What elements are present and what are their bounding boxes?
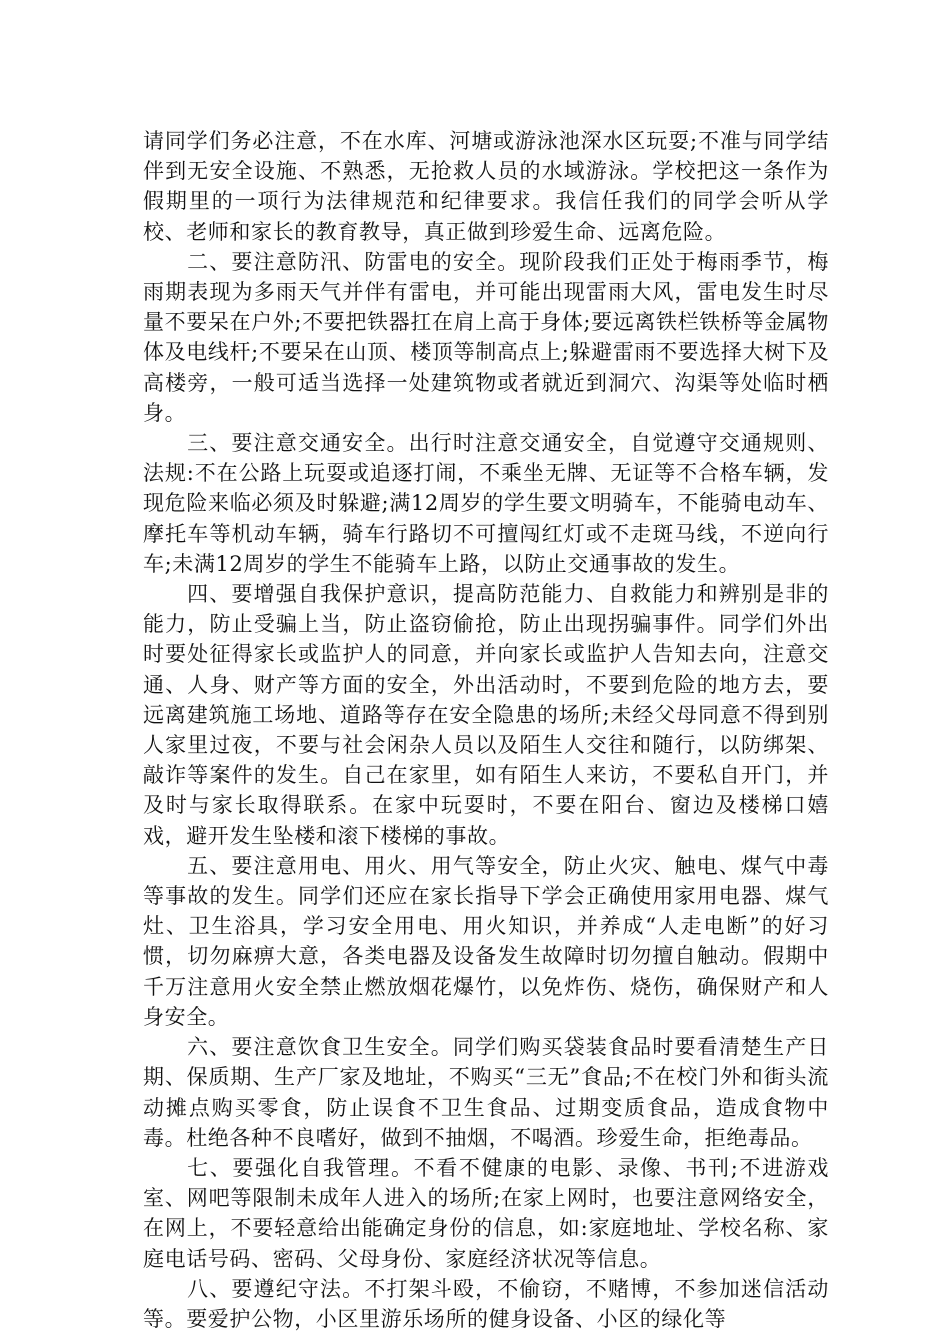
paragraph-traffic-safety: 三、要注意交通安全。出行时注意交通安全，自觉遵守交通规则、法规:不在公路上玩耍或追逐打闹，不乘坐无牌、无证等不合格车辆，发现危险来临必须及时躲避;满12周岁的学生要文明骑车，不能骑电动车、摩托车等机动车辆，骑车行路切不可擅闯红灯或不走斑马线，不逆向行车;未满12周岁的学生不能骑车上路，以防止交通事故的发生。 <box>143 431 829 576</box>
paragraph-law-abiding: 八、要遵纪守法。不打架斗殴，不偷窃，不赌博，不参加迷信活动等。要爱护公物，小区里游乐场所的健身设备、小区的绿化等 <box>143 1276 829 1331</box>
document-page <box>143 126 829 1334</box>
paragraph-water-safety-continued: 请同学们务必注意，不在水库、河塘或游泳池深水区玩耍;不准与同学结伴到无安全设施、不熟悉，无抢救人员的水域游泳。学校把这一条作为假期里的一项行为法律规范和纪律要求。我信任我们的同学会听从学校、老师和家长的教育教导，真正做到珍爱生命、远离危险。 <box>143 129 829 244</box>
paragraph-food-hygiene-safety: 六、要注意饮食卫生安全。同学们购买袋装食品时要看清楚生产日期、保质期、生产厂家及地址，不购买“三无”食品;不在校门外和街头流动摊点购买零食，防止误食不卫生食品、过期变质食品，造成食物中毒。杜绝各种不良嗜好，做到不抽烟，不喝酒。珍爱生命，拒绝毒品。 <box>143 1035 829 1150</box>
paragraph-flood-lightning-safety: 二、要注意防汛、防雷电的安全。现阶段我们正处于梅雨季节，梅雨期表现为多雨天气并伴有雷电，并可能出现雷雨大风，雷电发生时尽量不要呆在户外;不要把铁器扛在肩上高于身体;要远离铁栏铁桥等金属物体及电线杆;不要呆在山顶、楼顶等制高点上;躲避雷雨不要选择大树下及高楼旁，一般可适当选择一处建筑物或者就近到洞穴、沟渠等处临时栖身。 <box>143 249 829 425</box>
paragraph-electricity-fire-gas-safety: 五、要注意用电、用火、用气等安全，防止火灾、触电、煤气中毒等事故的发生。同学们还应在家长指导下学会正确使用家用电器、煤气灶、卫生浴具，学习安全用电、用火知识，并养成“人走电断”的好习惯，切勿麻痹大意，各类电器及设备发生故障时切勿擅自触动。假期中千万注意用火安全禁止燃放烟花爆竹，以免炸伤、烧伤，确保财产和人身安全。 <box>143 853 829 1029</box>
paragraph-self-management: 七、要强化自我管理。不看不健康的电影、录像、书刊;不进游戏室、网吧等限制未成年人进入的场所;在家上网时，也要注意网络安全，在网上，不要轻意给出能确定身份的信息，如:家庭地址、学校名称、家庭电话号码、密码、父母身份、家庭经济状况等信息。 <box>143 1155 829 1271</box>
paragraph-self-protection: 四、要增强自我保护意识，提高防范能力、自救能力和辨别是非的能力，防止受骗上当，防止盗窃偷抢，防止出现拐骗事件。同学们外出时要处征得家长或监护人的同意，并向家长或监护人告知去向，注意交通、人身、财产等方面的安全，外出活动时，不要到危险的地方去，要远离建筑施工场地、道路等存在安全隐患的场所;未经父母同意不得到别人家里过夜，不要与社会闲杂人员以及陌生人交往和随行，以防绑架、敲诈等案件的发生。自己在家里，如有陌生人来访，不要私自开门，并及时与家长取得联系。在家中玩耍时，不要在阳台、窗边及楼梯口嬉戏，避开发生坠楼和滚下楼梯的事故。 <box>143 582 829 848</box>
